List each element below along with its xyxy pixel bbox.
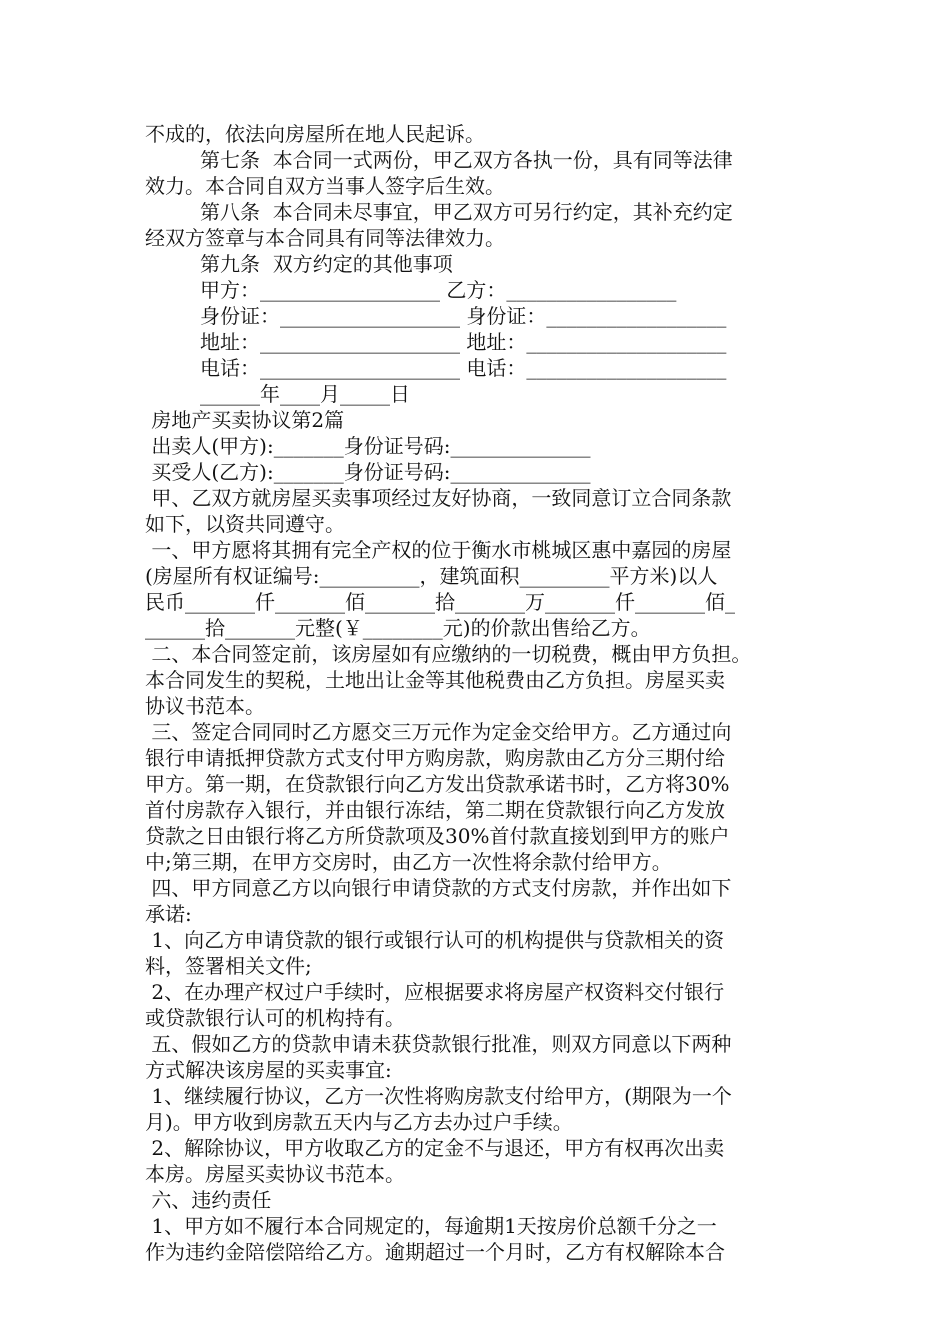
text-line: 月)。甲方收到房款五天内与乙方去办过户手续。 — [145, 1110, 573, 1134]
text-line: 第七条 本合同一式两份，甲乙双方各执一份，具有同等法律 — [200, 148, 733, 172]
text-line: 甲方。第一期，在贷款银行向乙方发出贷款承诺书时，乙方将30% — [145, 772, 730, 796]
text-line: 甲、乙双方就房屋买卖事项经过友好协商，一致同意订立合同条款 — [145, 486, 732, 510]
text-line: 第九条 双方约定的其他事项 — [200, 252, 453, 276]
date-line: ______年____月_____日 — [200, 382, 410, 406]
text-line: 承诺: — [145, 902, 192, 926]
text-line: 首付房款存入银行，并由银行冻结，第二期在贷款银行向乙方发放 — [145, 798, 725, 822]
text-line: 贷款之日由银行将乙方所贷款项及30%首付款直接划到甲方的账户 — [145, 824, 730, 848]
text-line: 一、甲方愿将其拥有完全产权的位于衡水市桃城区惠中嘉园的房屋 — [145, 538, 732, 562]
text-line: 1、甲方如不履行本合同规定的，每逾期1天按房价总额千分之一 — [145, 1214, 717, 1238]
text-line: 民币_______仟_______佰_______拾_______万_______仟_______佰_ — [145, 590, 735, 614]
text-line: 料，签署相关文件; — [145, 954, 312, 978]
section-title: 房地产买卖协议第2篇 — [145, 408, 345, 432]
text-line: 或贷款银行认可的机构持有。 — [145, 1006, 405, 1030]
text-line: 六、违约责任 — [145, 1188, 272, 1212]
text-line: 如下，以资共同遵守。 — [145, 512, 345, 536]
signature-line: 电话：____________________ 电话：____________________ — [200, 356, 727, 380]
text-line: 2、在办理产权过户手续时，应根据要求将房屋产权资料交付银行 — [145, 980, 725, 1004]
text-line: 经双方签章与本合同具有同等法律效力。 — [145, 226, 505, 250]
text-line: 四、甲方同意乙方以向银行申请贷款的方式支付房款，并作出如下 — [145, 876, 732, 900]
signature-line: 地址：____________________ 地址：____________________ — [200, 330, 727, 354]
text-line: (房屋所有权证编号:__________，建筑面积_________平方米)以人 — [145, 564, 718, 588]
text-line: 出卖人(甲方):_______身份证号码:______________ — [145, 434, 591, 458]
text-line: 1、继续履行协议，乙方一次性将购房款支付给甲方，(期限为一个 — [145, 1084, 732, 1108]
text-line: 不成的，依法向房屋所在地人民起诉。 — [145, 122, 485, 146]
text-line: 银行申请抵押贷款方式支付甲方购房款，购房款由乙方分三期付给 — [145, 746, 725, 770]
text-line: 协议书范本。 — [145, 694, 265, 718]
text-line: 方式解决该房屋的买卖事宜: — [145, 1058, 392, 1082]
signature-line: 身份证：__________________ 身份证：__________________ — [200, 304, 727, 328]
text-line: 效力。本合同自双方当事人签字后生效。 — [145, 174, 505, 198]
text-line: 二、本合同签定前，该房屋如有应缴纳的一切税费，概由甲方负担。 — [145, 642, 752, 666]
text-line: 1、向乙方申请贷款的银行或银行认可的机构提供与贷款相关的资 — [145, 928, 725, 952]
text-line: 2、解除协议，甲方收取乙方的定金不与退还，甲方有权再次出卖 — [145, 1136, 725, 1160]
text-line: 中;第三期，在甲方交房时，由乙方一次性将余款付给甲方。 — [145, 850, 672, 874]
text-line: 五、假如乙方的贷款申请未获贷款银行批准，则双方同意以下两种 — [145, 1032, 732, 1056]
text-line: 本合同发生的契税，土地出让金等其他税费由乙方负担。房屋买卖 — [145, 668, 725, 692]
text-line: 买受人(乙方):_______身份证号码:______________ — [145, 460, 591, 484]
text-line: 本房。房屋买卖协议书范本。 — [145, 1162, 405, 1186]
text-line: 第八条 本合同未尽事宜，甲乙双方可另行约定，其补充约定 — [200, 200, 733, 224]
text-line: 三、签定合同同时乙方愿交三万元作为定金交给甲方。乙方通过向 — [145, 720, 732, 744]
text-line: 作为违约金陪偿陪给乙方。逾期超过一个月时，乙方有权解除本合 — [145, 1240, 725, 1264]
text-line: ______拾_______元整(￥________元)的价款出售给乙方。 — [145, 616, 651, 640]
signature-line: 甲方：__________________ 乙方：_________________ — [200, 278, 677, 302]
